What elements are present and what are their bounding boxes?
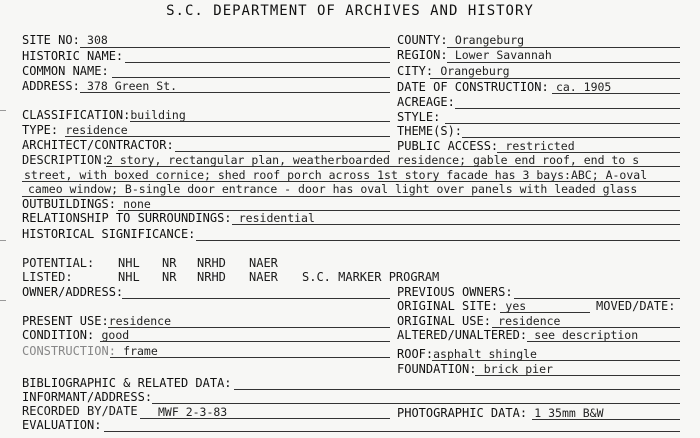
evaluation-underline	[104, 431, 680, 432]
historical-significance-underline	[196, 240, 680, 241]
construction-underline	[110, 357, 390, 358]
description-label: DESCRIPTION:	[22, 153, 109, 167]
bibliographic-label: BIBLIOGRAPHIC & RELATED DATA:	[22, 376, 232, 390]
relationship-label: RELATIONSHIP TO SURROUNDINGS:	[22, 211, 232, 225]
listed-naer: NAER	[249, 270, 278, 284]
region-underline	[447, 62, 680, 63]
theme-underline	[462, 137, 680, 138]
recorded-by-value: MWF 2-3-83	[158, 405, 228, 419]
condition-underline	[100, 341, 390, 342]
roof-underline	[432, 360, 680, 361]
common-name-field	[22, 65, 109, 78]
moved-date-label: MOVED/DATE:	[596, 299, 676, 313]
county-label: COUNTY:	[397, 33, 448, 47]
altered-label: ALTERED/UNALTERED:	[397, 328, 528, 342]
site-no-value: 308	[87, 33, 108, 47]
listed-label: LISTED:	[22, 270, 73, 284]
acreage-field	[397, 96, 455, 109]
previous-owners-field	[397, 286, 513, 299]
altered-underline	[527, 341, 680, 342]
description-underline-1	[106, 166, 680, 167]
original-site-underline	[500, 312, 590, 313]
previous-owners-label: PREVIOUS OWNERS:	[397, 285, 513, 299]
foundation-underline	[475, 375, 680, 376]
scan-mark	[0, 110, 6, 111]
outbuildings-value: none	[123, 197, 151, 211]
architect-field	[22, 139, 174, 152]
evaluation-field	[22, 419, 101, 432]
recorded-by-label: RECORDED BY/DATE	[22, 404, 138, 418]
original-use-label: ORIGINAL USE:	[397, 314, 491, 328]
potential-nrhd: NRHD	[197, 256, 226, 270]
historical-significance-field	[22, 228, 195, 241]
form-title: S.C. DEPARTMENT OF ARCHIVES AND HISTORY	[166, 3, 534, 19]
present-use-value: residence	[108, 314, 172, 328]
classification-underline	[130, 121, 390, 122]
potential-nr: NR	[162, 256, 177, 270]
historic-name-underline	[125, 62, 390, 63]
construction-label: CONSTRUCTION:	[22, 344, 116, 358]
style-underline	[445, 123, 680, 124]
owner-address-field	[22, 286, 123, 299]
owner-address-label: OWNER/ADDRESS:	[22, 285, 124, 299]
site-no-label: SITE NO:	[22, 33, 80, 47]
scan-mark	[0, 240, 6, 241]
photographic-data-value: 1 35mm B&W	[534, 406, 604, 420]
historic-name-label: HISTORIC NAME:	[22, 49, 124, 63]
relationship-value: residential	[238, 211, 315, 225]
listed-nhl: NHL	[118, 270, 140, 284]
original-site-label: ORIGINAL SITE:	[397, 299, 499, 313]
common-name-underline	[112, 77, 390, 78]
city-field	[397, 65, 510, 78]
altered-value: see description	[534, 328, 639, 342]
listed-nrhd: NRHD	[197, 270, 226, 284]
style-field	[397, 111, 440, 124]
type-underline	[65, 136, 390, 137]
potential-naer: NAER	[249, 256, 278, 270]
original-site-value: yes	[505, 299, 527, 313]
photographic-data-label: PHOTOGRAPHIC DATA:	[397, 406, 528, 420]
city-underline	[430, 78, 680, 79]
architect-label: ARCHITECT/CONTRACTOR:	[22, 138, 174, 152]
architect-underline	[175, 151, 390, 152]
potential-label: POTENTIAL:	[22, 256, 95, 270]
listed-nr: NR	[162, 270, 177, 284]
description-line-3: cameo window; B-single door entrance - door has oval light over panels with leaded glass	[28, 182, 638, 196]
theme-label: THEME(S):	[397, 124, 463, 138]
common-name-label: COMMON NAME:	[22, 64, 109, 78]
classification-label: CLASSIFICATION:	[22, 108, 131, 122]
description-line-1: 2 story, rectangular plan, weatherboarded residence; gable end roof, end to s	[106, 153, 640, 167]
foundation-value: brick pier	[483, 362, 553, 376]
description-line-2: street, with boxed cornice; shed roof porch across 1st story facade has 3 bays:ABC; A-oval	[24, 168, 648, 182]
historic-name-field	[22, 50, 123, 63]
outbuildings-label: OUTBUILDINGS:	[22, 197, 116, 211]
owner-address-underline	[122, 298, 390, 299]
bibliographic-underline	[234, 389, 680, 390]
region-label: REGION:	[397, 48, 448, 62]
address-label: ADDRESS:	[22, 79, 80, 93]
region-field	[397, 49, 552, 62]
classification-value: building	[130, 108, 186, 122]
address-value: 378 Green St.	[87, 79, 178, 93]
condition-label: CONDITION:	[22, 328, 95, 342]
historical-significance-label: HISTORICAL SIGNIFICANCE:	[22, 227, 196, 241]
county-value: Orangeburg	[454, 33, 525, 47]
city-label: CITY:	[397, 64, 434, 78]
date-construction-value: ca. 1905	[555, 80, 612, 94]
acreage-underline	[455, 108, 680, 109]
condition-value: good	[101, 328, 130, 342]
address-underline	[80, 92, 390, 93]
evaluation-label: EVALUATION:	[22, 418, 102, 432]
sc-marker-program: S.C. MARKER PROGRAM	[302, 270, 440, 284]
roof-value: asphalt shingle	[433, 347, 537, 361]
foundation-label: FOUNDATION:	[397, 362, 477, 376]
informant-label: INFORMANT/ADDRESS:	[22, 390, 153, 404]
type-label: TYPE:	[22, 123, 59, 137]
date-construction-label: DATE OF CONSTRUCTION:	[397, 80, 549, 94]
present-use-underline	[108, 327, 390, 328]
informant-underline	[152, 403, 680, 404]
potential-nhl: NHL	[118, 256, 140, 270]
recorded-by-underline	[140, 418, 390, 419]
relationship-underline	[232, 224, 680, 225]
original-use-value: residence	[498, 314, 561, 328]
theme-field	[397, 125, 462, 138]
city-value: Orangeburg	[440, 64, 510, 78]
present-use-label: PRESENT USE:	[22, 314, 109, 328]
region-value: Lower Savannah	[454, 48, 552, 62]
bibliographic-field	[22, 377, 232, 390]
date-construction-underline	[552, 93, 680, 94]
construction-value: frame	[123, 344, 158, 358]
public-access-value: restricted	[505, 139, 575, 153]
acreage-label: ACREAGE:	[397, 95, 455, 109]
informant-field	[22, 391, 152, 404]
scan-mark	[0, 300, 6, 301]
public-access-label: PUBLIC ACCESS:	[397, 139, 499, 153]
roof-label: ROOF:	[397, 347, 434, 361]
photographic-data-underline	[532, 419, 680, 420]
type-value: residence	[65, 123, 128, 137]
county-field	[397, 34, 524, 47]
style-label: STYLE:	[397, 110, 441, 124]
site-no-field	[22, 34, 108, 47]
site-no-underline	[80, 47, 390, 48]
